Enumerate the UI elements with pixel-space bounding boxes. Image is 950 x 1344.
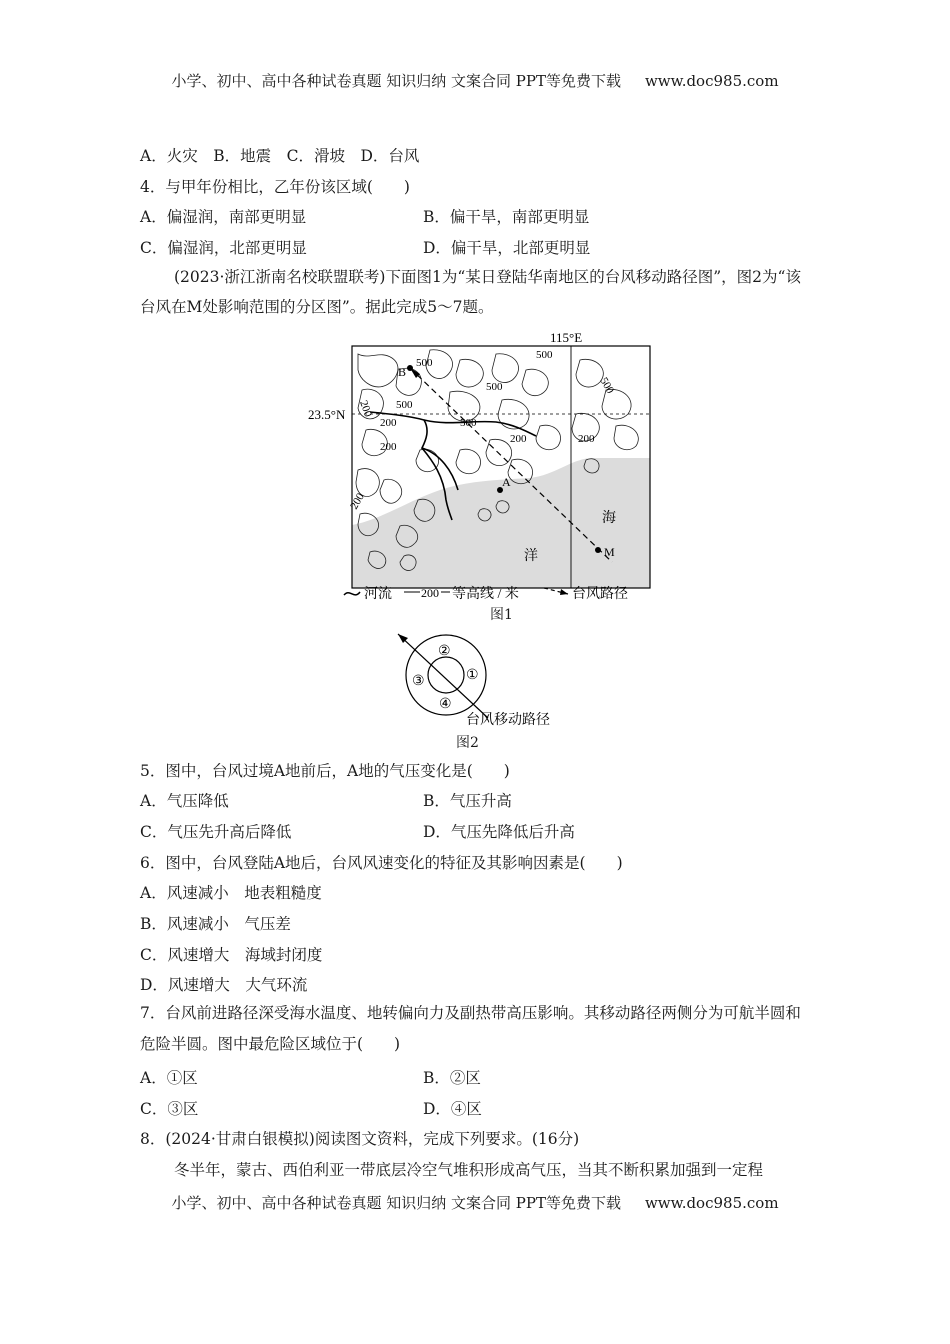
contour-label: 500: [486, 381, 503, 393]
contour-label: 200: [348, 491, 367, 512]
q6-option-b: B．风速减小 气压差: [140, 915, 291, 933]
q6-option-a: A．风速减小 地表粗糙度: [140, 884, 322, 902]
legend-contour-value: 200: [421, 586, 439, 600]
zone-3-label: ③: [412, 674, 425, 689]
q7-stem: 7．台风前进路径深受海水温度、地转偏向力及副热带高压影响。其移动路径两侧分为可航半圆和危险半圆。图中最危险区域位于( ): [140, 1004, 801, 1053]
q4-option-b: B．偏干旱，南部更明显: [423, 208, 590, 226]
figure-1-map: [300, 330, 670, 620]
point-b-dot: [407, 365, 413, 371]
figure-1-legend: [344, 585, 628, 602]
footer-url: www.doc985.com: [644, 1194, 779, 1212]
header-text: 小学、初中、高中各种试卷真题 知识归纳 文案合同 PPT等免费下载: [171, 72, 621, 90]
header-url: www.doc985.com: [644, 72, 779, 90]
contour-label: 200: [380, 417, 397, 429]
sea-label-yang: 洋: [524, 549, 538, 564]
q5-option-c: C．气压先升高后降低: [140, 823, 292, 841]
footer-text: 小学、初中、高中各种试卷真题 知识归纳 文案合同 PPT等免费下载: [171, 1194, 621, 1212]
contour-label: 500: [460, 417, 477, 429]
q4-option-a: A．偏湿润，南部更明显: [140, 208, 307, 226]
sea-label-hai: 海: [602, 511, 616, 526]
figure-2-zones: [380, 628, 580, 732]
lon-label: 115°E: [550, 330, 583, 345]
point-m-label: M: [604, 545, 615, 559]
q4-stem: 4．与甲年份相比，乙年份该区域( ): [140, 178, 410, 196]
contour-label: 200: [578, 433, 595, 445]
contour-label: 200: [510, 433, 527, 445]
zone-1-label: ①: [466, 668, 479, 683]
q4-option-c: C．偏湿润，北部更明显: [140, 239, 307, 257]
contour-label: 500: [536, 349, 553, 361]
q7-option-b: B．②区: [423, 1069, 481, 1087]
path-label: 台风移动路径: [466, 713, 550, 728]
q6-option-d: D．风速增大 大气环流: [140, 976, 308, 994]
contour-label: 500: [597, 375, 617, 396]
point-a-label: A: [502, 475, 511, 489]
q6-option-c: C．风速增大 海域封闭度: [140, 946, 323, 964]
intro-paragraph: (2023·浙江浙南名校联盟联考)下面图1为“某日登陆华南地区的台风移动路径图”，图2为“该台风在M处影响范围的分区图”。据此完成5～7题。: [140, 268, 801, 316]
contour-label: 500: [416, 357, 433, 369]
q5-stem: 5．图中，台风过境A地前后，A地的气压变化是( ): [140, 762, 510, 780]
q8-stem: 8．(2024·甘肃白银模拟)阅读图文资料，完成下列要求。(16分): [140, 1130, 580, 1148]
q5-option-d: D．气压先降低后升高: [423, 823, 575, 841]
zone-2-label: ②: [438, 644, 451, 659]
lat-label: 23.5°N: [308, 407, 346, 422]
contour-label: 200: [357, 398, 375, 419]
contour-label: 500: [396, 399, 413, 411]
figure-1-caption: 图1: [490, 607, 513, 623]
q5-option-b: B．气压升高: [423, 792, 512, 810]
q3-options: A．火灾 B．地震 C．滑坡 D．台风: [140, 147, 420, 165]
page-footer: [0, 1192, 950, 1213]
q4-option-d: D．偏干旱，北部更明显: [423, 239, 591, 257]
q7-option-a: A．①区: [140, 1069, 198, 1087]
point-m-dot: [595, 547, 601, 553]
legend-contour: 等高线 / 米: [452, 587, 519, 602]
page-header: [0, 70, 950, 91]
contour-label: 200: [380, 441, 397, 453]
point-b-label: B: [398, 365, 407, 379]
q7-option-c: C．③区: [140, 1100, 199, 1118]
legend-river-icon: [344, 592, 360, 595]
q8-text: 冬半年，蒙古、西伯利亚一带底层冷空气堆积形成高气压，当其不断积累加强到一定程: [174, 1161, 764, 1179]
q6-stem: 6．图中，台风登陆A地后，台风风速变化的特征及其影响因素是( ): [140, 854, 623, 872]
q5-option-a: A．气压降低: [140, 792, 229, 810]
zone-4-label: ④: [439, 697, 452, 712]
legend-path: 台风路径: [572, 587, 628, 602]
inner-circle: [428, 657, 464, 693]
figure-2-caption: 图2: [456, 735, 479, 751]
legend-river: 河流: [364, 587, 392, 602]
q7-option-d: D．④区: [423, 1100, 482, 1118]
legend-path-arrow: [560, 589, 568, 595]
